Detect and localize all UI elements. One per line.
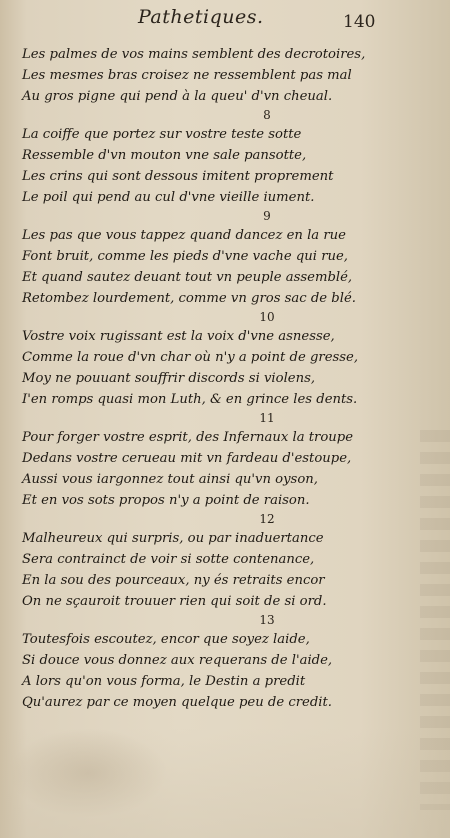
- verse-line: On ne sçauroit trouuer rien qui soit de si ord.: [22, 594, 327, 609]
- verse-line: Les palmes de vos mains semblent des decrotoires,: [22, 47, 366, 62]
- stanza-number: 11: [259, 411, 275, 425]
- verse-line: Pour forger vostre esprit, des Infernaux la troupe: [22, 430, 354, 445]
- verse-line: Font bruit, comme les pieds d'vne vache qui rue,: [22, 249, 349, 264]
- verse-line: Sera contrainct de voir si sotte contenance,: [22, 552, 315, 567]
- verse-line: Et quand sautez deuant tout vn peuple assemblé,: [22, 270, 353, 285]
- verse-line: Si douce vous donnez aux requerans de l'aide,: [22, 653, 333, 668]
- verse-line: Vostre voix rugissant est la voix d'vne asnesse,: [22, 329, 335, 344]
- verse-line: Et en vos sots propos n'y a point de raison.: [22, 493, 310, 508]
- stanza-number: 13: [259, 613, 275, 627]
- stanza-number: 8: [263, 108, 271, 122]
- verse-line: Toutesfois escoutez, encor que soyez laide,: [22, 632, 310, 647]
- verse-line: Le poil qui pend au cul d'vne vieille iument.: [22, 190, 315, 205]
- stanza-10: [22, 309, 432, 410]
- verse-line: Dedans vostre cerueau mit vn fardeau d'estoupe,: [22, 451, 352, 466]
- stanza-number: 10: [259, 310, 275, 324]
- verse-line: Ressemble d'vn mouton vne sale pansotte,: [22, 148, 307, 163]
- stanza-12: [22, 511, 432, 612]
- stanza-number: 12: [259, 512, 275, 526]
- running-title: Pathetiques.: [138, 6, 264, 28]
- verse-line: En la sou des pourceaux, ny és retraits encor: [22, 573, 325, 588]
- verse-line: Les pas que vous tappez quand dancez en la rue: [22, 228, 346, 243]
- page-number: 140: [343, 12, 376, 32]
- verse-line: A lors qu'on vous forma, le Destin a predit: [22, 674, 306, 689]
- poem-text: [22, 44, 432, 713]
- stanza-9: [22, 208, 432, 309]
- stanza-11: [22, 410, 432, 511]
- verse-line: Les crins qui sont dessous imitent proprement: [22, 169, 334, 184]
- verse-line: Qu'aurez par ce moyen quelque peu de credit.: [22, 695, 333, 710]
- stanza-continued: [22, 44, 432, 107]
- stanza-number: 9: [263, 209, 271, 223]
- verse-line: Moy ne pouuant souffrir discords si violens,: [22, 371, 316, 386]
- verse-line: Comme la roue d'vn char où n'y a point de gresse,: [22, 350, 359, 365]
- verse-line: I'en romps quasi mon Luth, & en grince les dents.: [22, 392, 358, 407]
- verse-line: Retombez lourdement, comme vn gros sac de blé.: [22, 291, 356, 306]
- verse-line: La coiffe que portez sur vostre teste sotte: [22, 127, 302, 142]
- verse-line: Les mesmes bras croisez ne ressemblent pas mal: [22, 68, 352, 83]
- stanza-13: [22, 612, 432, 713]
- verse-line: Aussi vous iargonnez tout ainsi qu'vn oyson,: [22, 472, 318, 487]
- verse-line: Malheureux qui surpris, ou par inaduertance: [22, 531, 324, 546]
- verse-line: Au gros pigne qui pend à la queu' d'vn cheual.: [22, 89, 333, 104]
- paper-stain: [8, 728, 168, 818]
- stanza-8: [22, 107, 432, 208]
